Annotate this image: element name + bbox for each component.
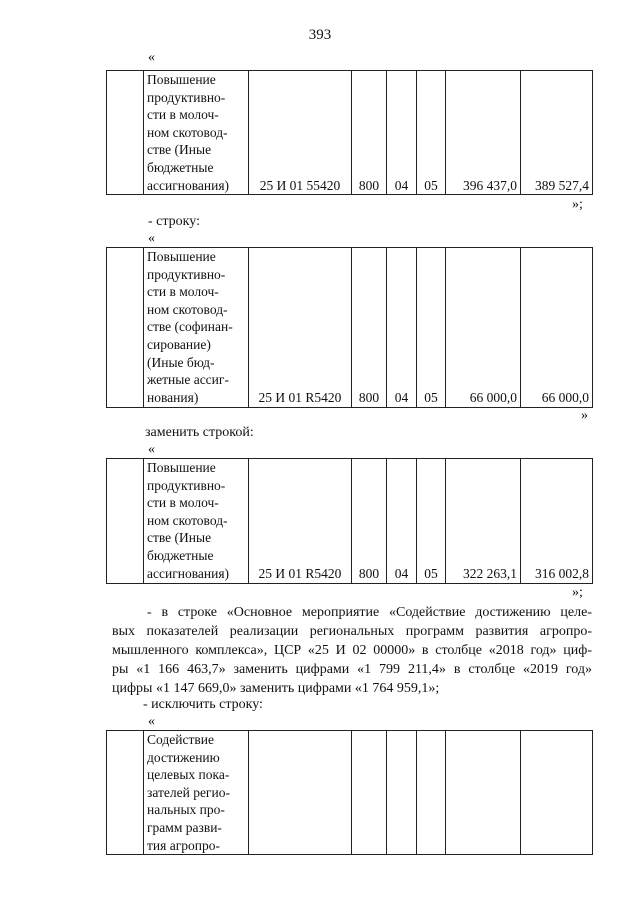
label-isklyuchit: - исключить строку: bbox=[143, 697, 263, 712]
row-name: Повышение продуктивно- сти в молоч- ном скотовод- стве (Иные бюджетные ассигнования) bbox=[144, 71, 249, 195]
empty-cell bbox=[387, 731, 417, 855]
csr-code: 25 И 01 R5420 bbox=[249, 459, 352, 584]
csr-code: 25 И 01 55420 bbox=[249, 71, 352, 195]
page-number: 393 bbox=[308, 27, 332, 43]
empty-cell bbox=[107, 71, 144, 195]
budget-table-3 bbox=[106, 458, 593, 584]
amount-2018: 322 263,1 bbox=[446, 459, 521, 584]
paragraph-line: цифры «1 147 669,0» заменить цифрами «1 764 959,1»; bbox=[112, 681, 440, 696]
amount-2019: 389 527,4 bbox=[521, 71, 593, 195]
table-row bbox=[107, 731, 593, 855]
row-name: Повышение продуктивно- сти в молоч- ном скотовод- стве (Иные бюджетные ассигнования) bbox=[144, 459, 249, 584]
budget-table-2 bbox=[106, 247, 593, 408]
pr-code: 05 bbox=[417, 71, 446, 195]
empty-cell bbox=[249, 731, 352, 855]
open-quote: « bbox=[148, 714, 155, 729]
amount-2018: 396 437,0 bbox=[446, 71, 521, 195]
open-quote: « bbox=[148, 442, 155, 457]
table-row bbox=[107, 248, 593, 408]
empty-cell bbox=[107, 459, 144, 584]
budget-table-4 bbox=[106, 730, 593, 855]
rz-code: 04 bbox=[387, 71, 417, 195]
row-name: Повышение продуктивно- сти в молоч- ном скотовод- стве (софинан- сирование) (Иные бюд- жетные ассиг- нования) bbox=[144, 248, 249, 408]
vr-code: 800 bbox=[352, 248, 387, 408]
paragraph-line: - в строке «Основное мероприятие «Содействие достижению целе- bbox=[147, 605, 592, 620]
amount-2019: 316 002,8 bbox=[521, 459, 593, 584]
label-zamenit: заменить строкой: bbox=[145, 425, 254, 440]
pr-code: 05 bbox=[417, 248, 446, 408]
table-row bbox=[107, 71, 593, 195]
vr-code: 800 bbox=[352, 71, 387, 195]
csr-code: 25 И 01 R5420 bbox=[249, 248, 352, 408]
close-quote: »; bbox=[572, 585, 583, 600]
paragraph-line: мышленного комплекса», ЦСР «25 И 02 00000» в столбце «2018 год» циф- bbox=[112, 643, 592, 658]
empty-cell bbox=[352, 731, 387, 855]
pr-code: 05 bbox=[417, 459, 446, 584]
open-quote: « bbox=[148, 50, 155, 65]
open-quote: « bbox=[148, 231, 155, 246]
row-name: Содействие достижению целевых пока- зателей регио- нальных про- грамм разви- тия агропро- bbox=[144, 731, 249, 855]
table-row bbox=[107, 459, 593, 584]
paragraph-line: ры «1 166 463,7» заменить цифрами «1 799 211,4» в столбце «2019 год» bbox=[112, 662, 592, 677]
empty-cell bbox=[107, 248, 144, 408]
amount-2019: 66 000,0 bbox=[521, 248, 593, 408]
budget-table-1 bbox=[106, 70, 593, 195]
label-stroku: - строку: bbox=[148, 214, 200, 229]
amount-2018: 66 000,0 bbox=[446, 248, 521, 408]
empty-cell bbox=[521, 731, 593, 855]
rz-code: 04 bbox=[387, 248, 417, 408]
rz-code: 04 bbox=[387, 459, 417, 584]
close-quote: » bbox=[581, 408, 588, 423]
close-quote: »; bbox=[572, 197, 583, 212]
empty-cell bbox=[417, 731, 446, 855]
empty-cell bbox=[446, 731, 521, 855]
vr-code: 800 bbox=[352, 459, 387, 584]
paragraph-line: вых показателей реализации региональных программ развития агропро- bbox=[112, 624, 592, 639]
amendment-paragraph bbox=[112, 603, 592, 698]
empty-cell bbox=[107, 731, 144, 855]
